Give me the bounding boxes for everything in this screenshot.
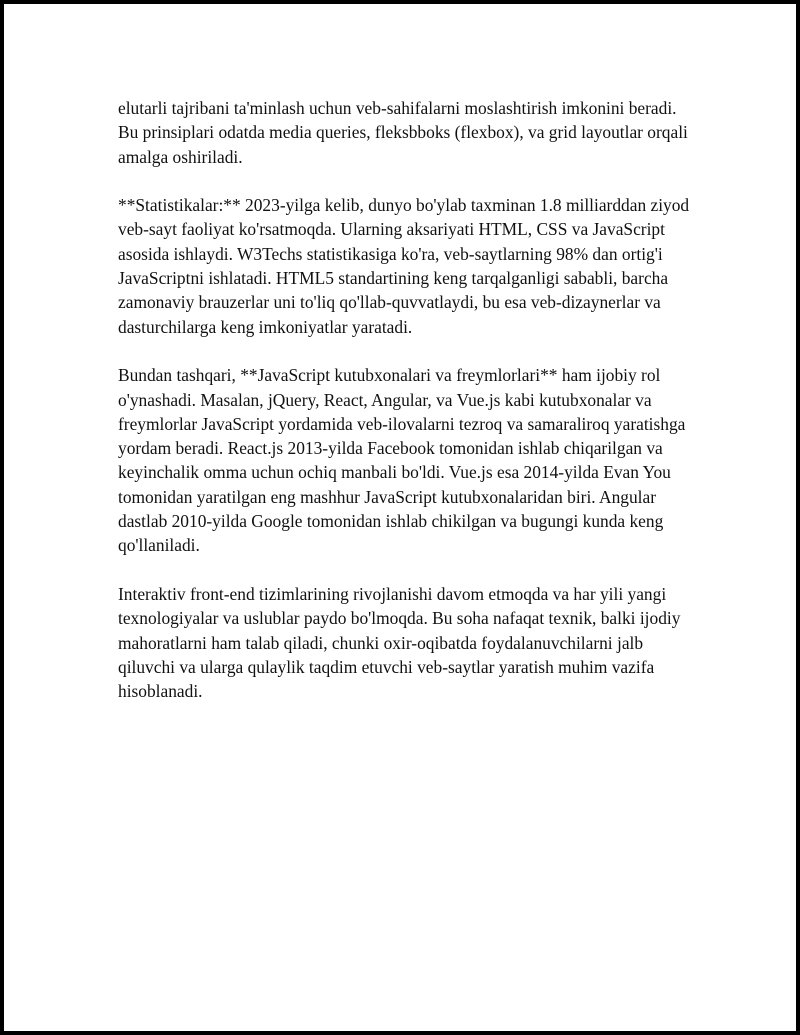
paragraph-javascript-libraries: Bundan tashqari, **JavaScript kutubxonalari va freymlorlari** ham ijobiy rol o'ynashadi. Masalan, jQuery, React, Angular, va Vue.js kabi kutubxonalar va freymlorlar JavaScript yordamida veb-ilovalarni tezroq va samaraliroq yaratishga yordam beradi. React.js 2013-yilda Facebook tomonidan ishlab chiqarilgan va keyinchalik omma uchun ochiq manbali bo'ldi. Vue.js esa 2014-yilda Evan You tomonidan yaratilgan eng mashhur JavaScript kutubxonalaridan biri. Angular dastlab 2010-yilda Google tomonidan ishlab chikilgan va bugungi kunda keng qo'llaniladi. [118,365,686,556]
paragraph-responsive-design: elutarli tajribani ta'minlash uchun veb-sahifalarni moslashtirish imkonini beradi. Bu prinsiplari odatda media queries, fleksbboks (flexbox), va grid layoutlar orqali amalga oshiriladi. [118,98,688,167]
document-body [118,96,698,703]
paragraph-frontend-development: Interaktiv front-end tizimlarining rivojlanishi davom etmoqda va har yili yangi texnologiyalar va uslublar paydo bo'lmoqda. Bu soha nafaqat texnik, balki ijodiy mahoratlarni ham talab qiladi, chunki oxir-oqibatda foydalanuvchilarni jalb qiluvchi va ularga qulaylik taqdim etuvchi veb-saytlar yaratish muhim vazifa hisoblanadi. [118,583,681,702]
paragraph-statistics: **Statistikalar:** 2023-yilga kelib, dunyo bo'ylab taxminan 1.8 milliarddan ziyod veb-sayt faoliyat ko'rsatmoqda. Ularning aksariyati HTML, CSS va JavaScript asosida ishlaydi. W3Techs statistikasiga ko'ra, veb-saytlarning 98% dan ortig'i JavaScriptni ishlatadi. HTML5 standartining keng tarqalganligi sababli, barcha zamonaviy brauzerlar uni to'liq qo'llab-quvvatlaydi, bu esa veb-dizaynerlar va dasturchilarga keng imkoniyatlar yaratadi. [118,195,690,337]
